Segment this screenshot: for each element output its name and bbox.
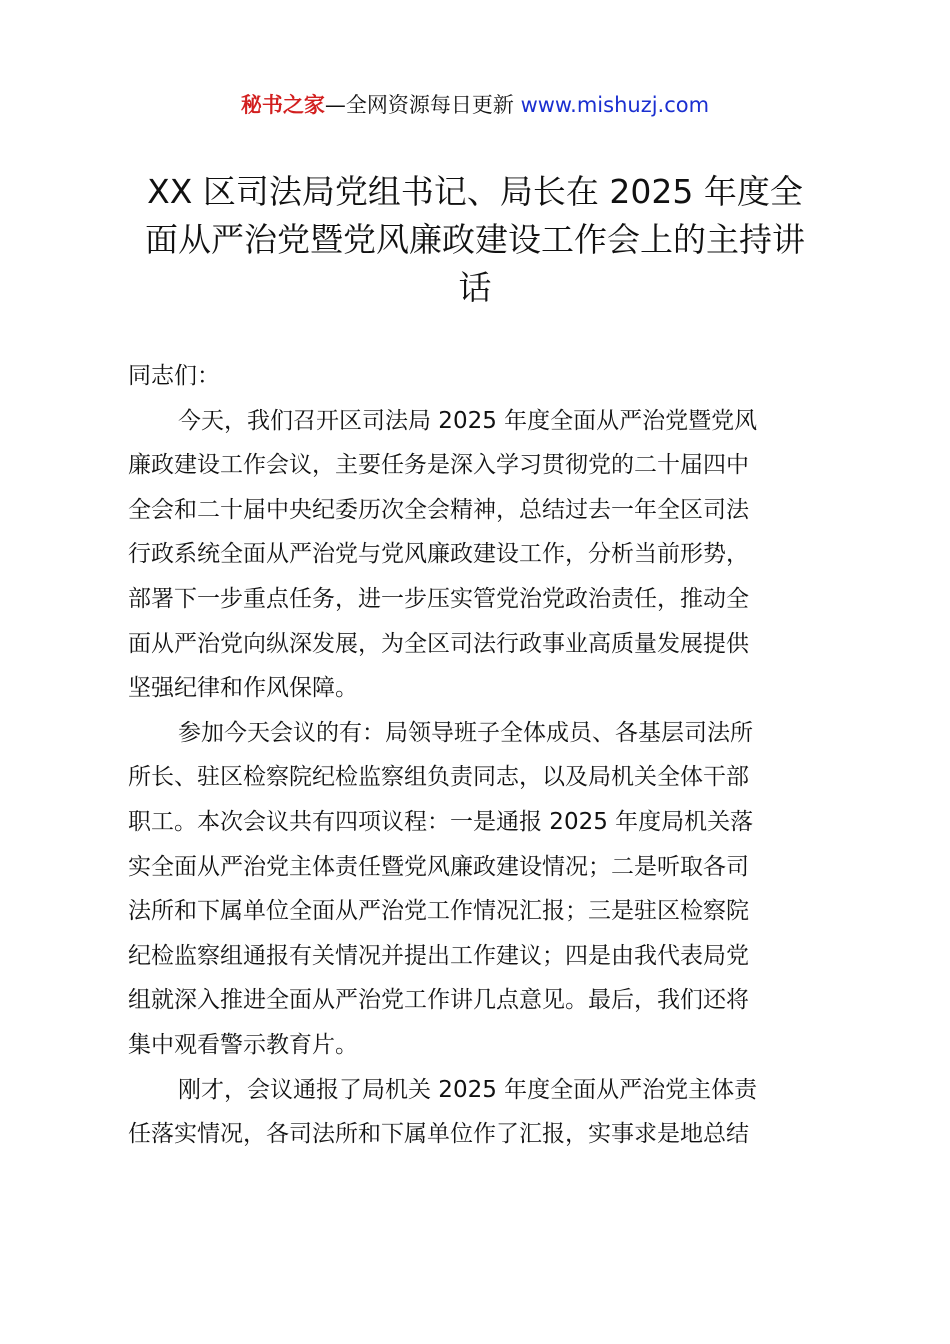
paragraph-line: 所长、驻区检察院纪检监察组负责同志，以及局机关全体干部 bbox=[128, 764, 749, 791]
paragraph-line: 部署下一步重点任务，进一步压实管党治党政治责任，推动全 bbox=[128, 585, 749, 612]
paragraph-line: 纪检监察组通报有关情况并提出工作建议；四是由我代表局党 bbox=[128, 942, 749, 969]
site-url-link[interactable]: www.mishuzj.com bbox=[520, 93, 710, 117]
paragraph-line: 组就深入推进全面从严治党工作讲几点意见。最后，我们还将 bbox=[128, 987, 749, 1014]
paragraph-line: 实全面从严治党主体责任暨党风廉政建设情况；二是听取各司 bbox=[128, 853, 749, 880]
title-line: XX 区司法局党组书记、局长在 2025 年度全 bbox=[147, 172, 803, 211]
salutation: 同志们： bbox=[128, 363, 220, 389]
document-title bbox=[110, 168, 840, 312]
paragraph-line: 职工。本次会议共有四项议程：一是通报 2025 年度局机关落 bbox=[128, 808, 754, 835]
title-line: 面从严治党暨党风廉政建设工作会上的主持讲 bbox=[145, 220, 805, 259]
paragraph-line: 集中观看警示教育片。 bbox=[128, 1031, 358, 1058]
paragraph-line: 行政系统全面从严治党与党风廉政建设工作，分析当前形势， bbox=[128, 541, 749, 568]
paragraph-line: 全会和二十届中央纪委历次全会精神，总结过去一年全区司法 bbox=[128, 496, 749, 523]
paragraph-line: 任落实情况，各司法所和下属单位作了汇报，实事求是地总结 bbox=[128, 1121, 749, 1148]
paragraph-line: 廉政建设工作会议，主要任务是深入学习贯彻党的二十届四中 bbox=[128, 452, 749, 479]
paragraph-line: 法所和下属单位全面从严治党工作情况汇报；三是驻区检察院 bbox=[128, 898, 749, 925]
paragraph-line: 参加今天会议的有：局领导班子全体成员、各基层司法所 bbox=[178, 719, 753, 746]
paragraph-line: 坚强纪律和作风保障。 bbox=[128, 675, 358, 702]
paragraph-line: 刚才，会议通报了局机关 2025 年度全面从严治党主体责 bbox=[178, 1076, 758, 1103]
paragraph-line: 今天，我们召开区司法局 2025 年度全面从严治党暨党风 bbox=[178, 407, 758, 434]
title-line: 话 bbox=[458, 268, 492, 307]
brand-name: 秘书之家 bbox=[240, 93, 325, 117]
paragraph-line: 面从严治党向纵深发展，为全区司法行政事业高质量发展提供 bbox=[128, 630, 749, 657]
document-body bbox=[128, 354, 838, 1157]
header-slogan: —全网资源每日更新 bbox=[324, 93, 521, 117]
site-header bbox=[0, 90, 950, 120]
